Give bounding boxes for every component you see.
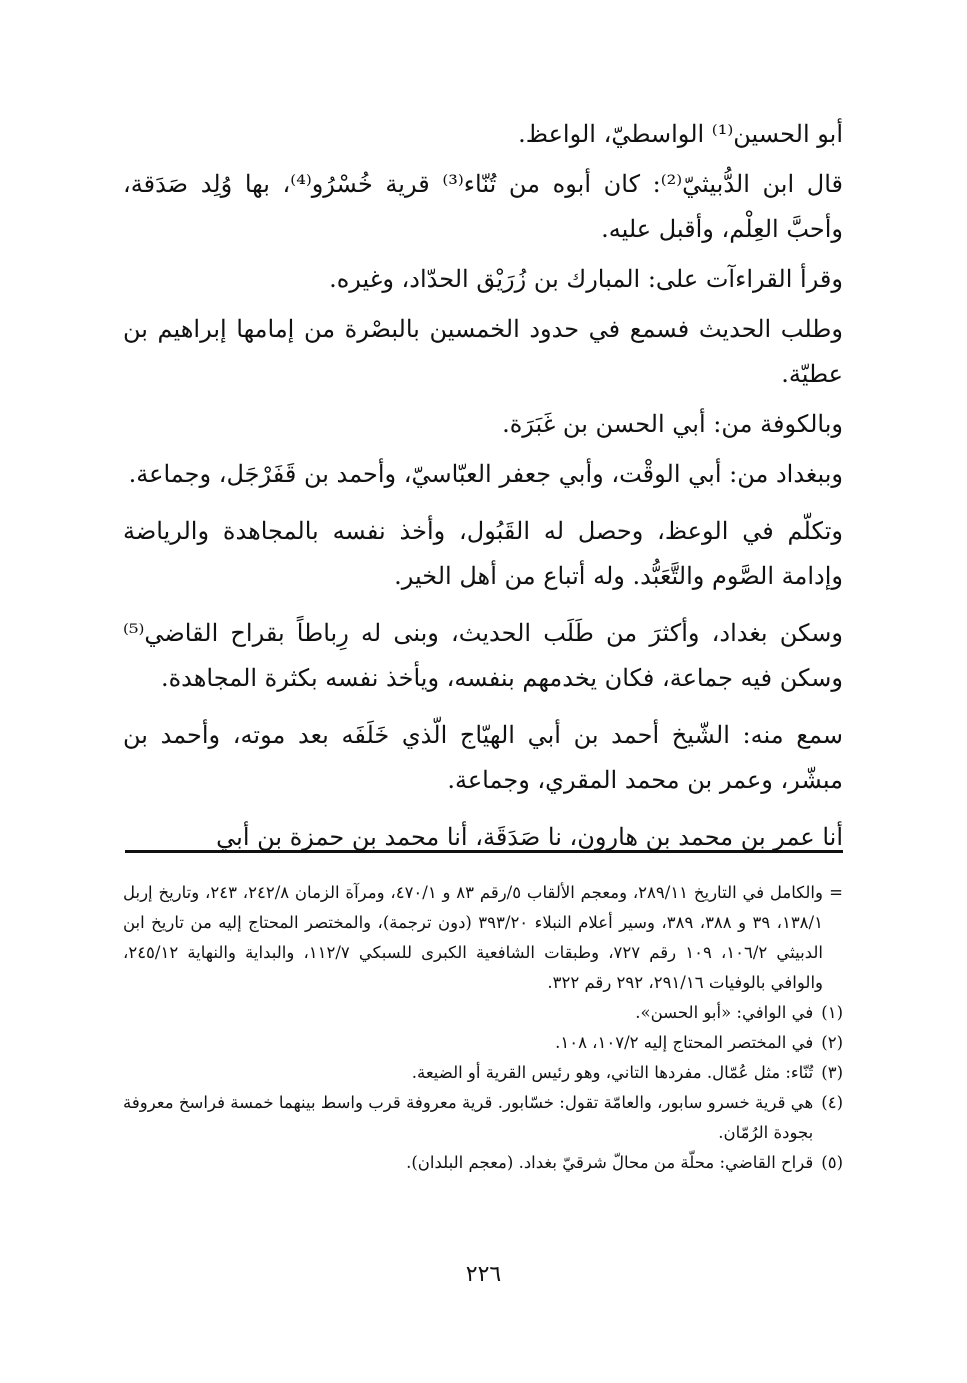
footnote-item [123,1088,843,1148]
paragraph: وسكن بغداد، وأكثرَ من طَلَب الحديث، وبنى له رِباطاً بقراح القاضي⁽⁵⁾ وسكن فيه جماعة، فكان يخدمهم بنفسه، ويأخذ نفسه بكثرة المجاهدة. [123,619,843,692]
paragraph: قال ابن الدُّبيثيّ⁽²⁾: كان أبوه من تُنّاء⁽³⁾ قرية خُسْرُو⁽⁴⁾، بها وُلِد صَدَقة، وأحبَّ العِلْم، وأقبل عليه. [123,170,844,243]
paragraph: وقرأ القراءآت على: المبارك بن زُرَيْق الحدّاد، وغيره. [329,265,843,293]
footnote-continuation [123,878,843,998]
footnote-number: (١) [821,1003,843,1022]
footnote-number: (٥) [821,1153,843,1172]
footnote-item [123,1028,843,1058]
footnote-item [123,1148,843,1178]
footnote-text: تُنّاء: مثل عُمّال. مفردها التاني، وهو رئيس القرية أو الضيعة. [411,1063,814,1082]
page-number: ٢٢٦ [465,1262,502,1287]
paragraph: وبالكوفة من: أبي الحسن بن غَبَرَة. [502,410,843,438]
footnote-text: هي قرية خسرو سابور، والعامّة تقول: خسّابور. قرية معروفة قرب واسط بينهما خمسة فراسخ معروفة بجودة الرُمّان. [123,1093,814,1142]
paragraph: أبو الحسين⁽¹⁾ الواسطيّ، الواعظ. [518,120,843,148]
footnote-number: (٤) [821,1093,843,1112]
paragraph: وببغداد من: أبي الوقْت، وأبي جعفر العبّاسيّ، وأحمد بن قَفَرْجَل، وجماعة. [128,460,843,488]
footnote-item [123,998,843,1028]
paragraph: وتكلّم في الوعظ، وحصل له القَبُول، وأخذ نفسه بالمجاهدة والرياضة وإدامة الصَّوم والتَّعَبُّد. وله أتباع من أهل الخير. [123,517,843,590]
footnote-item [123,1058,843,1088]
footnote-continuation-text: والكامل في التاريخ ٢٨٩/١١، ومعجم الألقاب ٥/رقم ٨٣ و ٤٧٠/١، ومرآة الزمان ٢٤٢/٨، ٢٤٣، وتاريخ إربل ١٣٨/١، ٣٩ و ٣٨٨، ٣٨٩، وسير أعلام النبلاء ٣٩٣/٢٠ (دون ترجمة)، والمختصر المحتاج إليه من تاريخ ابن الدبيثي ١٠٦/٢، ١٠٩ رقم ٧٢٧، وطبقات الشافعية الكبرى للسبكي ١١٢/٧، والبداية والنهاية ٢٤٥/١٢، والوافي بالوفيات ٢٩١/١٦، ٢٩٢ رقم ٣٢٢. [123,883,823,992]
continuation-mark: = [829,883,843,902]
paragraph: أنا عمر بن محمد بن هارون، نا صَدَقَة، أنا محمد بن حمزة بن أبي [216,823,843,851]
footnote-number: (٣) [821,1063,843,1082]
main-text-block [123,112,843,865]
footnote-number: (٢) [821,1033,843,1052]
paragraph: سمع منه: الشّيخ أحمد بن أبي الهيّاج الّذي خَلَفَه بعد موته، وأحمد بن مبشّر، وعمر بن محمد المقري، وجماعة. [123,721,843,794]
paragraph: وطلب الحديث فسمع في حدود الخمسين بالبصْرة من إمامها إبراهيم بن عطيّة. [123,315,843,388]
footnote-divider [125,850,843,853]
footnotes-block [123,878,843,1178]
footnote-text: في المختصر المحتاج إليه ١٠٧/٢، ١٠٨. [555,1033,814,1052]
footnote-text: قراح القاضي: محلّة من محالّ شرقيّ بغداد. (معجم البلدان). [406,1153,814,1172]
footnote-text: في الوافي: «أبو الحسن». [635,1003,814,1022]
